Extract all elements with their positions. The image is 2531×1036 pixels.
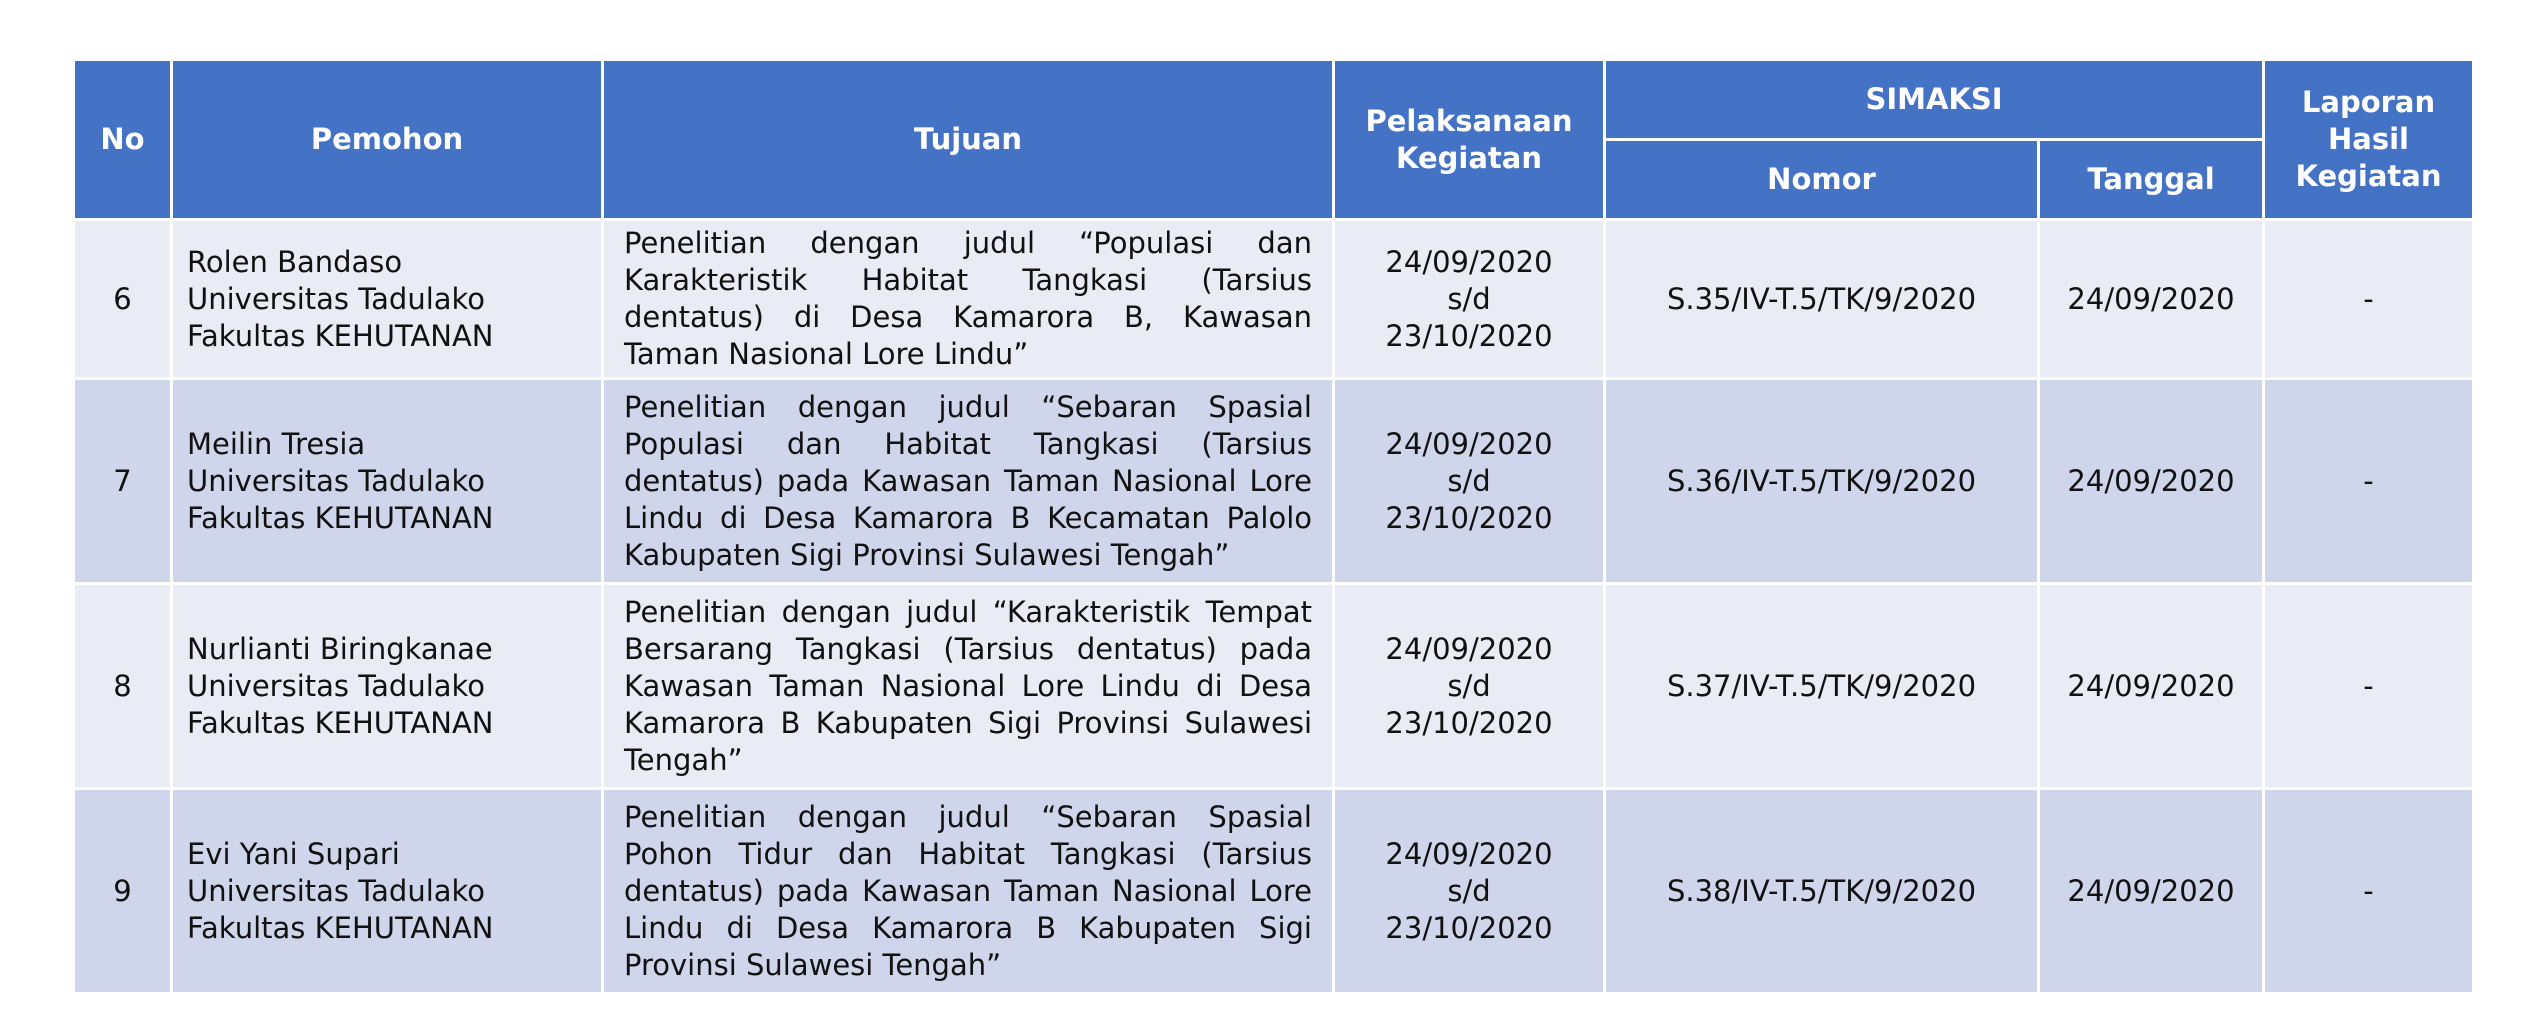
cell-nomor: S.36/IV-T.5/TK/9/2020 xyxy=(1605,379,2039,584)
cell-tanggal: 24/09/2020 xyxy=(2039,379,2264,584)
cell-nomor: S.35/IV-T.5/TK/9/2020 xyxy=(1605,220,2039,379)
pemohon-univ: Universitas Tadulako xyxy=(187,873,486,908)
pelaksanaan-end: 23/10/2020 xyxy=(1385,500,1553,535)
cell-no: 7 xyxy=(74,379,172,584)
header-nomor: Nomor xyxy=(1605,140,2039,220)
cell-pemohon xyxy=(172,789,603,994)
cell-no: 8 xyxy=(74,584,172,789)
cell-tanggal: 24/09/2020 xyxy=(2039,789,2264,994)
pelaksanaan-end: 23/10/2020 xyxy=(1385,318,1553,353)
cell-pelaksanaan xyxy=(1334,789,1605,994)
cell-pelaksanaan xyxy=(1334,584,1605,789)
cell-laporan: - xyxy=(2264,584,2474,789)
cell-no: 6 xyxy=(74,220,172,379)
header-no: No xyxy=(74,60,172,220)
pemohon-name: Evi Yani Supari xyxy=(187,836,400,871)
pelaksanaan-end: 23/10/2020 xyxy=(1385,705,1553,740)
table-row xyxy=(74,584,2474,789)
cell-tujuan: Penelitian dengan judul “Sebaran Spasial Populasi dan Habitat Tangkasi (Tarsius dentatus) pada Kawasan Taman Nasional Lore Lindu di Desa Kamarora B Kecamatan Palolo Kabupaten Sigi Provinsi Sulawesi Tengah” xyxy=(603,379,1334,584)
table-row xyxy=(74,789,2474,994)
pemohon-name: Meilin Tresia xyxy=(187,426,366,461)
header-tujuan: Tujuan xyxy=(603,60,1334,220)
pelaksanaan-sd: s/d xyxy=(1447,281,1491,316)
header-row-top xyxy=(74,60,2474,140)
cell-pemohon xyxy=(172,584,603,789)
pelaksanaan-sd: s/d xyxy=(1447,873,1491,908)
cell-no: 9 xyxy=(74,789,172,994)
header-tanggal: Tanggal xyxy=(2039,140,2264,220)
pelaksanaan-start: 24/09/2020 xyxy=(1385,426,1553,461)
cell-laporan: - xyxy=(2264,789,2474,994)
pemohon-fakultas: Fakultas KEHUTANAN xyxy=(187,910,494,945)
header-laporan: Laporan Hasil Kegiatan xyxy=(2264,60,2474,220)
cell-nomor: S.37/IV-T.5/TK/9/2020 xyxy=(1605,584,2039,789)
pemohon-name: Nurlianti Biringkanae xyxy=(187,631,493,666)
cell-tujuan: Penelitian dengan judul “Populasi dan Karakteristik Habitat Tangkasi (Tarsius dentatus) di Desa Kamarora B, Kawasan Taman Nasional Lore Lindu” xyxy=(603,220,1334,379)
header-pelaksanaan: Pelaksanaan Kegiatan xyxy=(1334,60,1605,220)
header-pemohon: Pemohon xyxy=(172,60,603,220)
table-row xyxy=(74,379,2474,584)
cell-nomor: S.38/IV-T.5/TK/9/2020 xyxy=(1605,789,2039,994)
pemohon-univ: Universitas Tadulako xyxy=(187,668,486,703)
table-row xyxy=(74,220,2474,379)
cell-pemohon xyxy=(172,220,603,379)
cell-laporan: - xyxy=(2264,220,2474,379)
pelaksanaan-end: 23/10/2020 xyxy=(1385,910,1553,945)
simaksi-table-container xyxy=(72,58,2472,995)
cell-pelaksanaan xyxy=(1334,220,1605,379)
pelaksanaan-start: 24/09/2020 xyxy=(1385,631,1553,666)
cell-tujuan: Penelitian dengan judul “Karakteristik Tempat Bersarang Tangkasi (Tarsius dentatus) pada Kawasan Taman Nasional Lore Lindu di Desa Kamarora B Kabupaten Sigi Provinsi Sulawesi Tengah” xyxy=(603,584,1334,789)
pemohon-fakultas: Fakultas KEHUTANAN xyxy=(187,500,494,535)
cell-tanggal: 24/09/2020 xyxy=(2039,584,2264,789)
cell-tujuan: Penelitian dengan judul “Sebaran Spasial Pohon Tidur dan Habitat Tangkasi (Tarsius dentatus) pada Kawasan Taman Nasional Lore Lindu di Desa Kamarora B Kabupaten Sigi Provinsi Sulawesi Tengah” xyxy=(603,789,1334,994)
simaksi-table xyxy=(72,58,2475,995)
pelaksanaan-sd: s/d xyxy=(1447,668,1491,703)
pemohon-fakultas: Fakultas KEHUTANAN xyxy=(187,318,494,353)
cell-pelaksanaan xyxy=(1334,379,1605,584)
pemohon-univ: Universitas Tadulako xyxy=(187,281,486,316)
cell-pemohon xyxy=(172,379,603,584)
cell-laporan: - xyxy=(2264,379,2474,584)
pelaksanaan-start: 24/09/2020 xyxy=(1385,244,1553,279)
pemohon-univ: Universitas Tadulako xyxy=(187,463,486,498)
pemohon-fakultas: Fakultas KEHUTANAN xyxy=(187,705,494,740)
pemohon-name: Rolen Bandaso xyxy=(187,244,403,279)
pelaksanaan-start: 24/09/2020 xyxy=(1385,836,1553,871)
header-simaksi: SIMAKSI xyxy=(1605,60,2264,140)
cell-tanggal: 24/09/2020 xyxy=(2039,220,2264,379)
pelaksanaan-sd: s/d xyxy=(1447,463,1491,498)
